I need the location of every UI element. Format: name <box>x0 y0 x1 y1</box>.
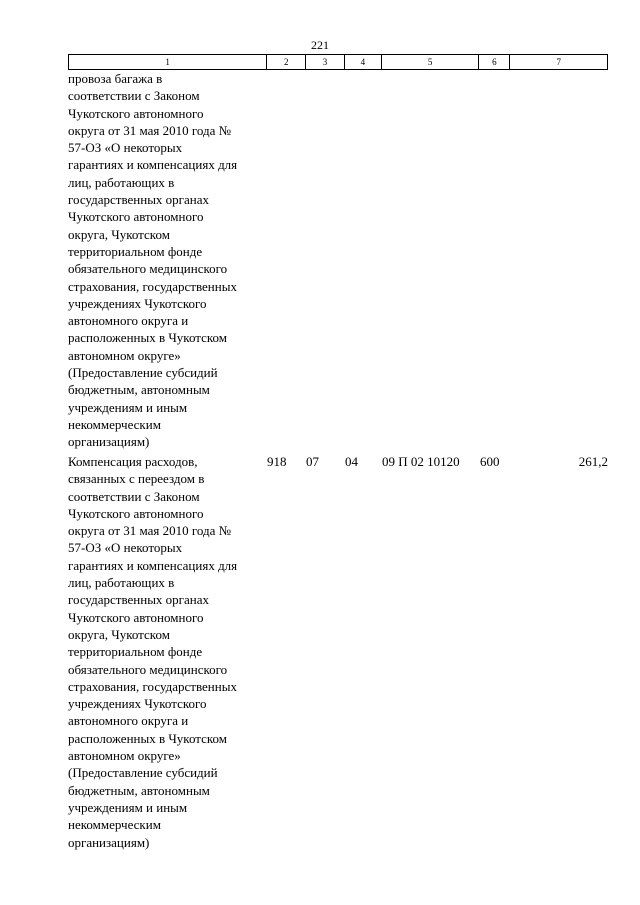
row-target-article: 09 П 02 10120 <box>382 454 460 469</box>
row-subsection-code: 04 <box>345 454 358 469</box>
row-description: провоза багажа в соответствии с Законом Чукотского автономного округа от 31 мая 2010 года № 57-ОЗ «О некоторых гарантиях и компенсациях для лиц, работающих в государственных органах Чукотского автономного округа, Чукотском территориальном фонде обязательного медицинского страхования, государственных учреждениях Чукотского автономного округа и расположенных в Чукотском автономном округе» (Предоставление субсидий бюджетным, автономным учреждениям и иным некоммерческим организациям) <box>68 71 238 450</box>
row-description: Компенсация расходов, связанных с переездом в соответствии с Законом Чукотского автономного округа от 31 мая 2010 года № 57-ОЗ «О некоторых гарантиях и компенсациях для лиц, работающих в государственных органах Чукотского автономного округа, Чукотском территориальном фонде обязательного медицинского страхования, государственных учреждениях Чукотского автономного округа и расположенных в Чукотском автономном округе» (Предоставление субсидий бюджетным, автономным учреждениям и иным некоммерческим организациям) <box>68 454 238 850</box>
row-ministry-code: 918 <box>267 454 287 469</box>
row-amount: 261,2 <box>578 454 608 469</box>
header-col-7: 7 <box>556 57 561 67</box>
header-col-1: 1 <box>69 55 267 69</box>
row-expense-type: 600 <box>480 454 500 469</box>
header-col-6: 6 <box>479 55 510 69</box>
page-number: 221 <box>311 38 329 52</box>
row-section-code: 07 <box>306 454 319 469</box>
table-header <box>68 54 608 70</box>
header-col-3: 3 <box>306 55 345 69</box>
header-col-2: 2 <box>267 55 306 69</box>
header-col-4: 4 <box>345 55 382 69</box>
header-col-5: 5 <box>382 55 480 69</box>
